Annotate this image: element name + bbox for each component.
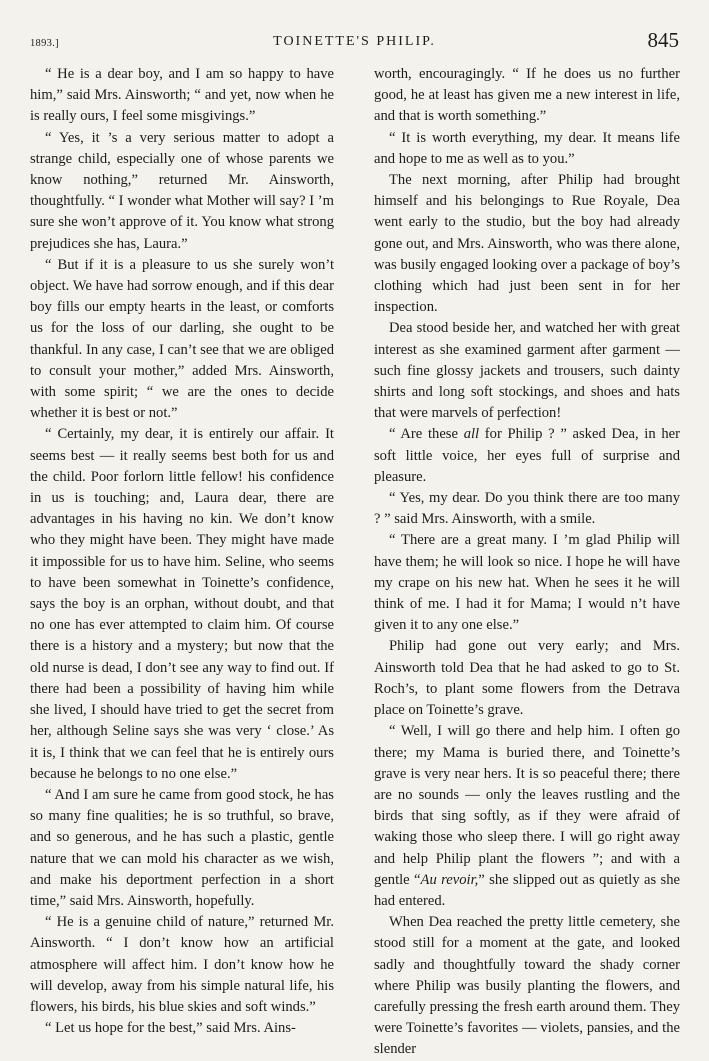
right-column — [374, 64, 680, 1061]
paragraph: Dea stood beside her, and watched her with great interest as she examined garment after garment — such fine glossy jackets and trousers, such dainty shirts and long soft stockings, and shoes and hats that were marvels of perfection! — [374, 320, 680, 422]
emphasis: all — [463, 426, 480, 443]
paragraph-continued: worth, encouragingly. “ If he does us no further good, he at least has given me a new interest in life, and that is worth something.” — [374, 66, 680, 125]
paragraph: When Dea reached the pretty little cemetery, she stood still for a moment at the gate, and looked sadly and thoughtfully toward the shady corner where Philip was busily planting the flowers, and carefully pressing the fresh earth around them. They were Toinette’s favorites — violets, pansies, and the slender — [374, 914, 680, 1058]
page-number: 845 — [647, 28, 679, 52]
running-title: TOINETTE'S PHILIP. — [273, 34, 436, 49]
text-run: ” she slipped out as quietly as she had entered. — [374, 871, 680, 909]
paragraph: “ Let us hope for the best,” said Mrs. Ains- — [45, 1020, 296, 1037]
paragraph: “ There are a great many. I ’m glad Philip will have them; he will look so nice. I hope he will have my crape on his new hat. When he sees it he will think of me. I had it for Mama; I would n’t have given it to any one else.” — [374, 532, 680, 634]
issue-date: 1893.] — [30, 38, 59, 49]
left-column — [30, 64, 334, 1039]
paragraph: “ It is worth everything, my dear. It means life and hope to me as well as to you.” — [374, 129, 680, 167]
paragraph: Philip had gone out very early; and Mrs. Ainsworth told Dea that he had asked to go to St. Roch’s, to plant some flowers from the Detrava place on Toinette’s grave. — [374, 638, 680, 719]
text-run: “ Well, I will go there and help him. I often go there; my Mama is buried there, and Toinette’s grave is very near hers. It is so peaceful there; there are no sounds — only the leaves rustling and the birds that sing softly, as if they were afraid of waking those who sleep there. I will go right away and help Philip plant the flowers ”; and with a gentle “ — [374, 723, 680, 888]
paragraph: “ Yes, it ’s a very serious matter to adopt a strange child, especially one of whose parents we know nothing,” returned Mr. Ainsworth, thoughtfully. “ I wonder what Mother will say? I ’m sure she won’t approve of it. You know what strong prejudices she has, Laura.” — [30, 129, 334, 252]
paragraph: “ And I am sure he came from good stock, he has so many fine qualities; he is so truthful, so brave, and so generous, and he has such a plastic, gentle nature that we can mold his character as we wish, and make his deportment perfection in a short time,” said Mrs. Ainsworth, hopefully. — [30, 786, 334, 909]
paragraph — [374, 721, 680, 912]
text-run: “ Are these — [389, 426, 464, 443]
paragraph: “ Certainly, my dear, it is entirely our affair. It seems best — it really seems best both for us and the child. Poor forlorn little fellow! his confidence in us is touching; and, Laura dear, there are advantages in his having no kin. We don’t know who they might have been. They might have made it impossible for us to have him. Seline, who seems to have been somewhat in Toinette’s confidence, says the boy is an orphan, without doubt, and that no one has ever attempted to claim him. Of course there is a history and a mystery; but now that the old nurse is dead, I don’t see any way to find out. If there had been a possibility of having him while she lived, I should have tried to get the secret from her, although Seline says she was very ‘ close.’ As it is, I think that we can feel that he is entirely ours because he belongs to no one else.” — [30, 426, 334, 782]
paragraph: The next morning, after Philip had brought himself and his belongings to Rue Royale, Dea went early to the studio, but the boy had already gone out, and Mrs. Ainsworth, who was there alone, was busily engaged looking over a package of boy’s clothing which had just been sent in for her inspection. — [374, 172, 680, 316]
emphasis: Au revoir, — [420, 871, 479, 888]
page-header — [30, 28, 679, 54]
paragraph — [374, 424, 680, 488]
paragraph: “ He is a genuine child of nature,” returned Mr. Ainsworth. “ I don’t know how an artificial atmosphere will affect him. I don’t know how he will develop, away from his simple natural life, his flowers, his birds, his blue skies and soft winds.” — [30, 914, 334, 1015]
text-run: for Philip ? ” asked Dea, in her soft little voice, her eyes full of surprise and pleasure. — [374, 426, 681, 485]
paragraph: “ Yes, my dear. Do you think there are too many ? ” said Mrs. Ainsworth, with a smile. — [374, 490, 680, 528]
paragraph: “ He is a dear boy, and I am so happy to have him,” said Mrs. Ainsworth; “ and yet, now when he is really ours, I feel some misgivings.” — [30, 66, 334, 125]
paragraph: “ But if it is a pleasure to us she surely won’t object. We have had sorrow enough, and if this dear boy fills our empty hearts in the least, or comforts us for the loss of our darling, she ought to be thankful. In any case, I can’t see that we are obliged to consult your mother,” added Mrs. Ainsworth, with some spirit; “ we are the ones to decide whether it is best or not.” — [30, 256, 334, 422]
